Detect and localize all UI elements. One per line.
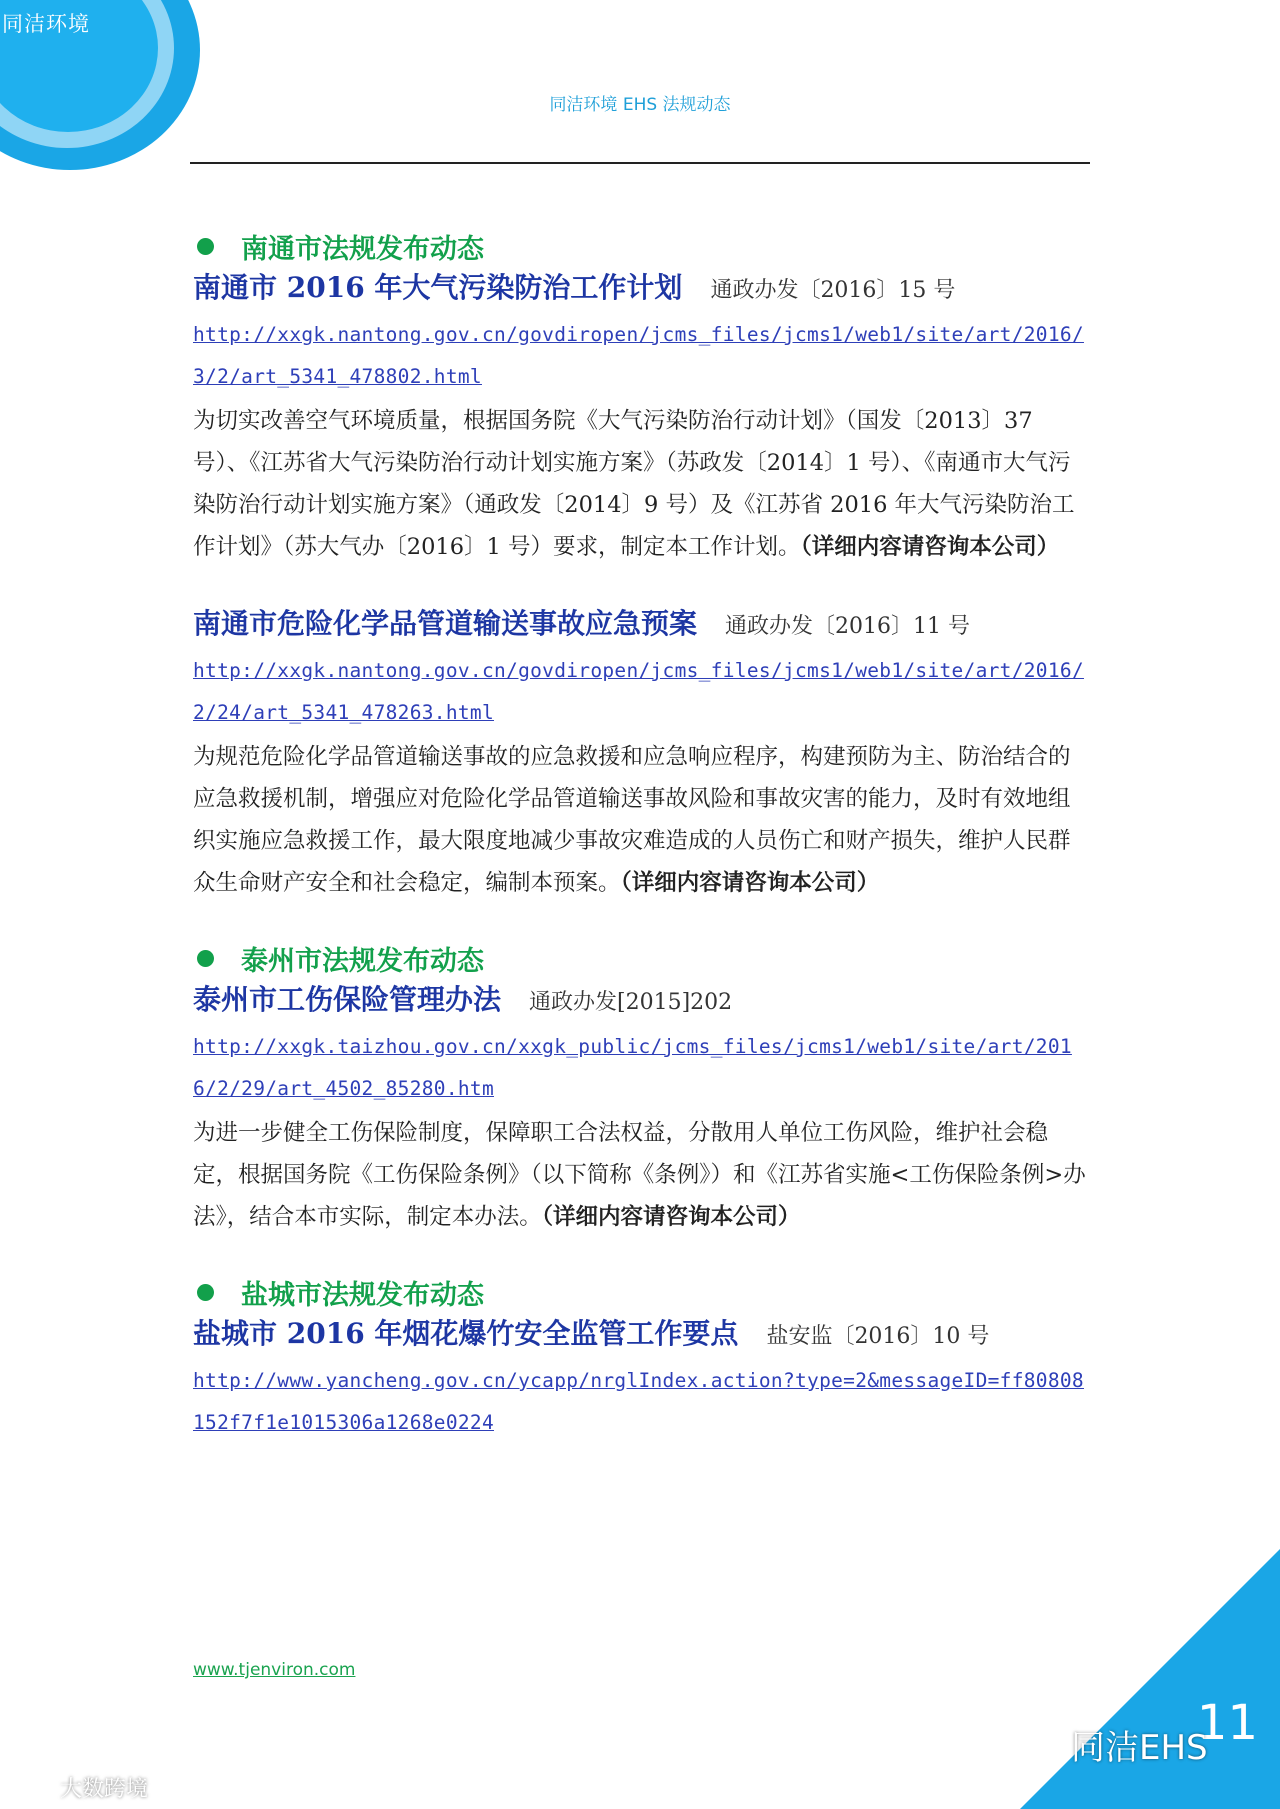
- regulation-title-row: [193, 602, 1088, 648]
- section-yancheng: [193, 1272, 1088, 1444]
- section-taizhou: [193, 938, 1088, 1238]
- regulation-item: [193, 978, 1088, 1238]
- watermark-wechat: [1015, 1720, 1208, 1769]
- bullet-icon: [197, 1284, 214, 1301]
- page-header-title: 同洁环境 EHS 法规动态: [549, 95, 731, 115]
- regulation-link[interactable]: http://www.yancheng.gov.cn/ycapp/nrglIndex.action?type=2&messageID=ff80808152f7f1e1015306a1268e0224: [193, 1369, 1084, 1434]
- consult-note: （详细内容请咨询本公司）: [800, 534, 1060, 560]
- wechat-icon: [1015, 1725, 1063, 1765]
- description-text: 为进一步健全工伤保险制度，保障职工合法权益，分散用人单位工伤风险，维护社会稳定，根据国务院《工伤保险条例》（以下简称《条例》）和《江苏省实施<工伤保险条例>办法》，结合本市实际，制定本办法。: [193, 1120, 1086, 1230]
- regulation-doc-number: 通政办发〔2016〕15 号: [710, 278, 956, 303]
- regulation-description: [193, 736, 1088, 904]
- regulation-title-row: [193, 266, 1088, 312]
- regulation-doc-number: 通政办发〔2016〕11 号: [725, 614, 970, 639]
- regulation-doc-number: 盐安监〔2016〕10 号: [766, 1324, 990, 1349]
- footer-website-link[interactable]: www.tjenviron.com: [193, 1660, 356, 1680]
- regulation-title-row: [193, 1312, 1088, 1358]
- watermark-left-text: 大数跨境: [60, 1777, 149, 1802]
- regulation-title: 南通市危险化学品管道输送事故应急预案: [193, 607, 698, 640]
- main-content: [193, 226, 1088, 1478]
- regulation-description: [193, 400, 1088, 568]
- description-text: 为规范危险化学品管道输送事故的应急救援和应急响应程序，构建预防为主、防治结合的应急救援机制，增强应对危险化学品管道输送事故风险和事故灾害的能力，及时有效地组织实施应急救援工作，最大限度地减少事故灾难造成的人员伤亡和财产损失，维护人民群众生命财产安全和社会稳定，编制本预案。: [193, 744, 1071, 896]
- corner-decoration: [1020, 1549, 1280, 1809]
- watermark-bottom-left: [14, 1772, 148, 1803]
- section-heading: [193, 938, 1088, 978]
- watermark-right-text: 同洁EHS: [1071, 1728, 1208, 1768]
- regulation-item: [193, 1312, 1088, 1444]
- regulation-link[interactable]: http://xxgk.nantong.gov.cn/govdiropen/jcms_files/jcms1/web1/site/art/2016/3/2/art_5341_478802.html: [193, 323, 1084, 388]
- regulation-title-row: [193, 978, 1088, 1024]
- header-divider: [190, 162, 1090, 164]
- regulation-item: [193, 602, 1088, 904]
- regulation-link[interactable]: http://xxgk.taizhou.gov.cn/xxgk_public/jcms_files/jcms1/web1/site/art/2016/2/29/art_4502_85280.htm: [193, 1035, 1072, 1100]
- bullet-icon: [197, 950, 214, 967]
- section-heading-text: 盐城市法规发布动态: [241, 1279, 484, 1311]
- regulation-doc-number: 通政办发[2015]202: [529, 990, 733, 1015]
- regulation-title: 泰州市工伤保险管理办法: [193, 983, 502, 1016]
- logo-text: 同洁环境: [2, 12, 90, 36]
- regulation-link[interactable]: http://xxgk.nantong.gov.cn/govdiropen/jcms_files/jcms1/web1/site/art/2016/2/24/art_5341_478263.html: [193, 659, 1084, 724]
- regulation-description: [193, 1112, 1088, 1238]
- section-heading-text: 泰州市法规发布动态: [241, 945, 484, 977]
- consult-note: （详细内容请咨询本公司）: [620, 870, 880, 896]
- regulation-title: 南通市 2016 年大气污染防治工作计划: [193, 271, 683, 304]
- regulation-item: [193, 266, 1088, 568]
- section-heading: [193, 226, 1088, 266]
- section-nantong: [193, 226, 1088, 904]
- description-text: 为切实改善空气环境质量，根据国务院《大气污染防治行动计划》（国发〔2013〕37 号）、《江苏省大气污染防治行动计划实施方案》（苏政发〔2014〕1 号）、《南通市大气污染防治行动计划实施方案》（通政发〔2014〕9 号）及《江苏省 2016 年大气污染防治工作计划》（苏大气办〔2016〕1 号）要求，制定本工作计划。: [193, 408, 1075, 560]
- page-number: 11: [1196, 1695, 1258, 1751]
- section-heading: [193, 1272, 1088, 1312]
- regulation-title: 盐城市 2016 年烟花爆竹安全监管工作要点: [193, 1317, 739, 1350]
- bullet-icon: [197, 238, 214, 255]
- company-logo: [0, 0, 200, 170]
- consult-note: （详细内容请咨询本公司）: [541, 1204, 801, 1230]
- section-heading-text: 南通市法规发布动态: [241, 233, 484, 265]
- watermark-logo-icon: [14, 1777, 54, 1799]
